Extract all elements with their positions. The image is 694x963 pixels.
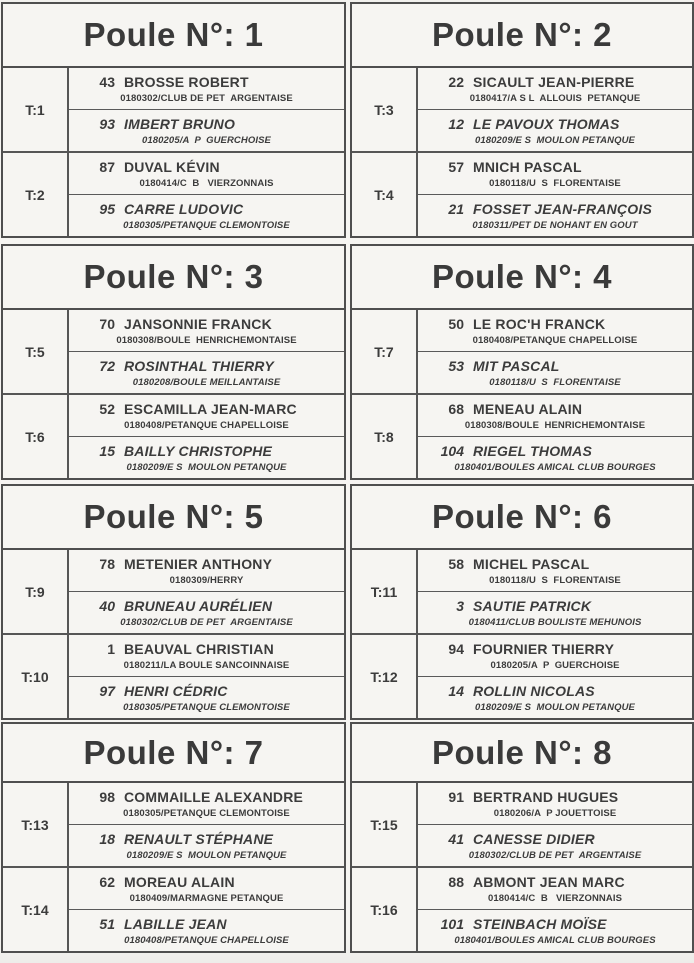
player-club: 0180408/PETANQUE CHAPELLOISE	[124, 935, 289, 947]
player-number: 50	[448, 315, 464, 332]
player-name: MOREAU ALAIN	[124, 873, 235, 890]
player-name: DUVAL KÉVIN	[124, 158, 220, 175]
poule-title: Poule N°: 5	[3, 486, 344, 550]
player-club: 0180206/A P JOUETTOISE	[493, 808, 617, 820]
player-number: 93	[99, 115, 115, 132]
terrain-row	[352, 783, 692, 866]
player-name: FOSSET JEAN-FRANÇOIS	[473, 200, 653, 217]
player-name: RENAULT STÉPHANE	[124, 830, 274, 847]
player-club: 0180209/E S MOULON PETANQUE	[126, 462, 287, 474]
terrain-row	[352, 393, 692, 478]
player-name: IMBERT BRUNO	[124, 115, 236, 132]
player-number: 43	[99, 73, 115, 90]
player-number: 53	[448, 357, 464, 374]
player-row	[69, 68, 344, 109]
player-row	[418, 550, 692, 591]
player-row	[69, 824, 344, 866]
player-club: 0180118/U S FLORENTAISE	[489, 377, 621, 389]
poule-table-4	[350, 244, 694, 480]
player-club: 0180305/PETANQUE CLEMONTOISE	[123, 808, 290, 820]
player-row	[69, 783, 344, 824]
player-row	[418, 436, 692, 478]
player-club: 0180205/A P GUERCHOISE	[142, 135, 271, 147]
player-club: 0180305/PETANQUE CLEMONTOISE	[123, 220, 290, 232]
poule-title: Poule N°: 2	[352, 4, 692, 68]
player-club: 0180401/BOULES AMICAL CLUB BOURGES	[454, 462, 656, 474]
player-name: STEINBACH MOÏSE	[473, 915, 607, 932]
player-name: ESCAMILLA JEAN-MARC	[124, 400, 297, 417]
player-number: 72	[99, 357, 115, 374]
player-number: 95	[99, 200, 115, 217]
player-number: 68	[448, 400, 464, 417]
player-row	[418, 310, 692, 351]
terrain-row	[352, 866, 692, 951]
terrain-label: T:4	[352, 153, 418, 236]
player-name: LE ROC'H FRANCK	[473, 315, 606, 332]
player-club: 0180401/BOULES AMICAL CLUB BOURGES	[454, 935, 656, 947]
terrain-label: T:2	[3, 153, 69, 236]
terrain-row	[352, 310, 692, 393]
poule-table-8	[350, 722, 694, 953]
player-name: JANSONNIE FRANCK	[124, 315, 272, 332]
player-name: BROSSE ROBERT	[124, 73, 249, 90]
player-number: 94	[448, 640, 464, 657]
player-number: 62	[99, 873, 115, 890]
player-name: COMMAILLE ALEXANDRE	[124, 788, 304, 805]
player-name: ABMONT JEAN MARC	[473, 873, 625, 890]
player-club: 0180309/HERRY	[169, 575, 244, 587]
player-row	[69, 153, 344, 194]
terrain-label: T:9	[3, 550, 69, 633]
player-club: 0180209/E S MOULON PETANQUE	[126, 850, 287, 862]
player-row	[69, 635, 344, 676]
player-row	[418, 395, 692, 436]
player-number: 104	[440, 442, 464, 459]
player-club: 0180411/CLUB BOULISTE MEHUNOIS	[468, 617, 642, 629]
player-row	[69, 909, 344, 951]
player-name: MENEAU ALAIN	[473, 400, 583, 417]
terrain-label: T:15	[352, 783, 418, 866]
terrain-row	[3, 783, 344, 866]
player-row	[69, 436, 344, 478]
player-row	[418, 824, 692, 866]
poule-title: Poule N°: 6	[352, 486, 692, 550]
player-number: 101	[440, 915, 464, 932]
player-number: 88	[448, 873, 464, 890]
player-number: 87	[99, 158, 115, 175]
poule-title: Poule N°: 3	[3, 246, 344, 310]
player-club: 0180118/U S FLORENTAISE	[489, 178, 621, 190]
player-name: BERTRAND HUGUES	[473, 788, 619, 805]
player-club: 0180414/C B VIERZONNAIS	[487, 893, 623, 905]
player-name: LE PAVOUX THOMAS	[473, 115, 620, 132]
player-number: 97	[99, 682, 115, 699]
terrain-label: T:14	[3, 868, 69, 951]
player-row	[69, 194, 344, 236]
player-club: 0180417/A S L ALLOUIS PETANQUE	[469, 93, 641, 105]
player-number: 40	[99, 597, 115, 614]
player-row	[418, 351, 692, 393]
player-number: 51	[99, 915, 115, 932]
poule-title: Poule N°: 4	[352, 246, 692, 310]
player-club: 0180408/PETANQUE CHAPELLOISE	[472, 335, 638, 347]
player-number: 58	[448, 555, 464, 572]
player-club: 0180305/PETANQUE CLEMONTOISE	[123, 702, 290, 714]
player-number: 21	[448, 200, 464, 217]
player-row	[69, 395, 344, 436]
player-number: 1	[107, 640, 115, 657]
player-row	[69, 591, 344, 633]
poule-table-1	[1, 2, 346, 238]
terrain-label: T:1	[3, 68, 69, 151]
player-row	[69, 550, 344, 591]
player-name: HENRI CÉDRIC	[124, 682, 228, 699]
poule-table-2	[350, 2, 694, 238]
player-name: BAILLY CHRISTOPHE	[124, 442, 273, 459]
player-number: 18	[99, 830, 115, 847]
terrain-label: T:16	[352, 868, 418, 951]
player-row	[69, 868, 344, 909]
player-name: MNICH PASCAL	[473, 158, 582, 175]
terrain-label: T:11	[352, 550, 418, 633]
terrain-label: T:3	[352, 68, 418, 151]
player-row	[69, 676, 344, 718]
player-club: 0180408/PETANQUE CHAPELLOISE	[124, 420, 289, 432]
player-name: CANESSE DIDIER	[473, 830, 595, 847]
player-name: RIEGEL THOMAS	[473, 442, 593, 459]
player-row	[418, 635, 692, 676]
terrain-row	[352, 68, 692, 151]
terrain-row	[3, 68, 344, 151]
player-club: 0180208/BOULE MEILLANTAISE	[132, 377, 281, 389]
player-club: 0180205/A P GUERCHOISE	[490, 660, 620, 672]
player-club: 0180211/LA BOULE SANCOINNAISE	[123, 660, 290, 672]
player-name: ROSINTHAL THIERRY	[124, 357, 274, 374]
player-row	[418, 68, 692, 109]
terrain-label: T:5	[3, 310, 69, 393]
terrain-row	[3, 151, 344, 236]
player-row	[418, 194, 692, 236]
terrain-label: T:7	[352, 310, 418, 393]
player-name: SICAULT JEAN-PIERRE	[473, 73, 635, 90]
player-name: ROLLIN NICOLAS	[473, 682, 595, 699]
player-name: LABILLE JEAN	[124, 915, 227, 932]
player-club: 0180311/PET DE NOHANT EN GOUT	[472, 220, 638, 232]
poule-title: Poule N°: 8	[352, 724, 692, 783]
player-name: METENIER ANTHONY	[124, 555, 273, 572]
player-number: 12	[448, 115, 464, 132]
poule-table-6	[350, 484, 694, 720]
player-club: 0180302/CLUB DE PET ARGENTAISE	[120, 617, 293, 629]
player-name: SAUTIE PATRICK	[473, 597, 592, 614]
player-number: 57	[448, 158, 464, 175]
terrain-row	[3, 866, 344, 951]
poule-table-5	[1, 484, 346, 720]
player-club: 0180414/C B VIERZONNAIS	[139, 178, 274, 190]
terrain-label: T:8	[352, 395, 418, 478]
player-row	[418, 153, 692, 194]
terrain-label: T:6	[3, 395, 69, 478]
player-club: 0180308/BOULE HENRICHEMONTAISE	[464, 420, 646, 432]
player-number: 91	[448, 788, 464, 805]
player-name: FOURNIER THIERRY	[473, 640, 615, 657]
terrain-row	[3, 393, 344, 478]
player-number: 41	[448, 830, 464, 847]
player-number: 78	[99, 555, 115, 572]
player-number: 22	[448, 73, 464, 90]
player-row	[418, 109, 692, 151]
player-row	[418, 909, 692, 951]
terrain-row	[352, 550, 692, 633]
player-row	[418, 591, 692, 633]
player-club: 0180302/CLUB DE PET ARGENTAISE	[120, 93, 293, 105]
player-name: MIT PASCAL	[473, 357, 560, 374]
poule-title: Poule N°: 7	[3, 724, 344, 783]
player-row	[69, 351, 344, 393]
terrain-label: T:10	[3, 635, 69, 718]
terrain-row	[352, 151, 692, 236]
player-number: 14	[448, 682, 464, 699]
player-club: 0180409/MARMAGNE PETANQUE	[129, 893, 284, 905]
terrain-label: T:12	[352, 635, 418, 718]
terrain-row	[3, 310, 344, 393]
player-club: 0180118/U S FLORENTAISE	[489, 575, 621, 587]
poule-title: Poule N°: 1	[3, 4, 344, 68]
player-name: CARRE LUDOVIC	[124, 200, 244, 217]
player-name: BRUNEAU AURÉLIEN	[124, 597, 273, 614]
terrain-row	[352, 633, 692, 718]
player-number: 98	[99, 788, 115, 805]
player-row	[418, 868, 692, 909]
player-name: BEAUVAL CHRISTIAN	[124, 640, 274, 657]
player-row	[418, 676, 692, 718]
player-row	[418, 783, 692, 824]
player-club: 0180209/E S MOULON PETANQUE	[475, 135, 635, 147]
player-number: 15	[99, 442, 115, 459]
player-number: 70	[99, 315, 115, 332]
player-row	[69, 310, 344, 351]
terrain-row	[3, 550, 344, 633]
player-club: 0180308/BOULE HENRICHEMONTAISE	[116, 335, 297, 347]
player-club: 0180209/E S MOULON PETANQUE	[475, 702, 635, 714]
terrain-row	[3, 633, 344, 718]
terrain-label: T:13	[3, 783, 69, 866]
player-club: 0180302/CLUB DE PET ARGENTAISE	[468, 850, 642, 862]
player-row	[69, 109, 344, 151]
poule-table-3	[1, 244, 346, 480]
poule-table-7	[1, 722, 346, 953]
player-name: MICHEL PASCAL	[473, 555, 590, 572]
player-number: 3	[456, 597, 464, 614]
player-number: 52	[99, 400, 115, 417]
